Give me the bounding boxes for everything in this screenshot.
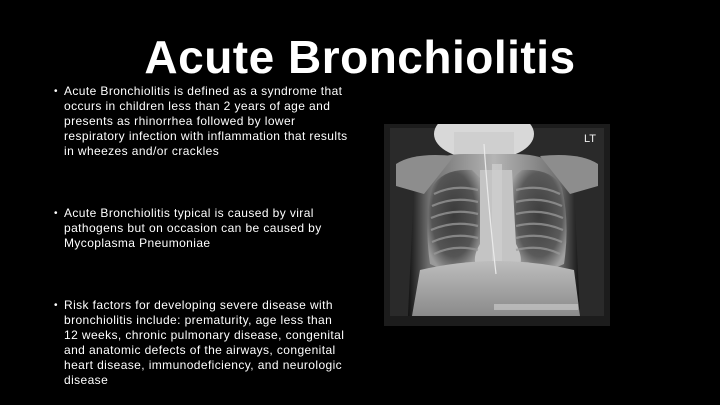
slide-title: Acute Bronchiolitis: [144, 31, 576, 83]
bullet-text: Acute Bronchiolitis typical is caused by viral pathogens but on occasion can be caused by Mycoplasma Pneumoniae: [64, 206, 322, 250]
bullet-text: Acute Bronchiolitis is defined as a syndrome that occurs in children less than 2 years of age and presents as rhinorrhea followed by lower respiratory infection with inflammation that results in wheezes and/or crackles: [64, 84, 348, 158]
bullet-item: [48, 298, 348, 388]
bullet-icon: •: [54, 300, 58, 311]
bullet-icon: •: [54, 208, 58, 219]
bullet-icon: •: [54, 86, 58, 97]
bullet-item: [48, 84, 348, 159]
bullet-list: [48, 84, 348, 388]
xray-marker-label: LT: [584, 133, 597, 145]
chest-xray-image: [384, 124, 610, 326]
bullet-text: Risk factors for developing severe disease with bronchiolitis include: prematurity, age less than 12 weeks, chronic pulmonary disease, congenital and anatomic defects of the airways, congenital heart disease, immunodeficiency, and neurologic disease: [64, 298, 345, 387]
bullet-item: [48, 206, 348, 251]
